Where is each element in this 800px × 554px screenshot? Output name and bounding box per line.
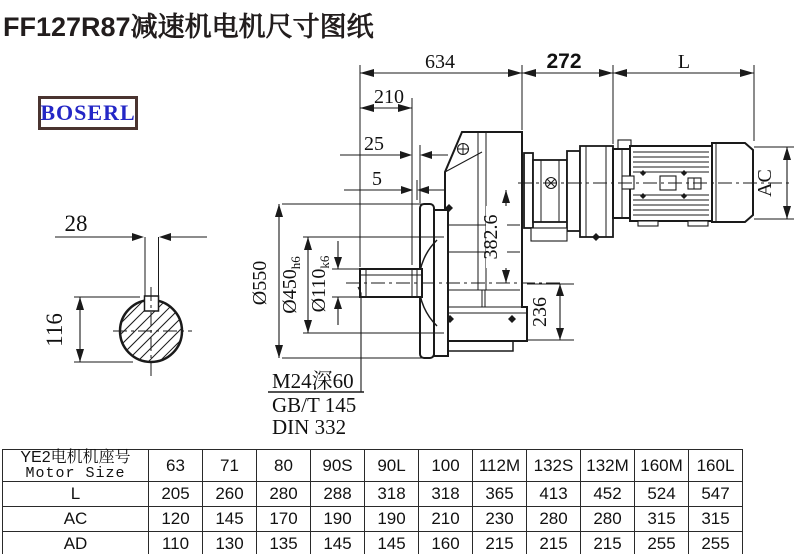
col-header: 132S xyxy=(527,450,581,482)
cell: 160 xyxy=(419,532,473,554)
col-header: 90S xyxy=(311,450,365,482)
table-row-AC xyxy=(3,507,743,532)
svg-text:634: 634 xyxy=(425,51,455,73)
row-label: AC xyxy=(3,507,149,532)
dim-foot-height xyxy=(527,284,574,340)
col-header: 71 xyxy=(203,450,257,482)
svg-text:Ø550: Ø550 xyxy=(249,260,271,306)
row-label: AD xyxy=(3,532,149,554)
cell: 452 xyxy=(581,482,635,507)
row-label: L xyxy=(3,482,149,507)
svg-text:Ø450h6: $Ø450_{h6}$ xyxy=(279,256,303,314)
svg-text:25: 25 xyxy=(364,133,384,155)
note-din: DIN 332 xyxy=(272,415,347,439)
table-header-row xyxy=(3,450,743,482)
svg-text:AC: AC xyxy=(754,169,776,197)
cell: 190 xyxy=(365,507,419,532)
brand-logo-text: BOSERL xyxy=(40,100,136,125)
cell: 145 xyxy=(365,532,419,554)
shaft-cross-section-view xyxy=(42,211,207,416)
cell: 215 xyxy=(473,532,527,554)
cell: 255 xyxy=(635,532,689,554)
svg-text:5: 5 xyxy=(372,168,382,190)
cell: 145 xyxy=(203,507,257,532)
cell: 255 xyxy=(689,532,743,554)
cell: 318 xyxy=(365,482,419,507)
col-header: 100 xyxy=(419,450,473,482)
cell: 145 xyxy=(311,532,365,554)
header-en: Motor Size xyxy=(25,465,126,482)
cell: 205 xyxy=(149,482,203,507)
page-title: FF127R87减速机电机尺寸图纸 xyxy=(3,12,374,42)
dim-key-width xyxy=(55,211,207,241)
col-header: 80 xyxy=(257,450,311,482)
cell: 280 xyxy=(581,507,635,532)
cell: 413 xyxy=(527,482,581,507)
table-row-AD xyxy=(3,532,743,554)
svg-text:382.6: 382.6 xyxy=(480,214,502,260)
col-header: 63 xyxy=(149,450,203,482)
dim-adapter-length xyxy=(522,50,613,77)
col-header: 160L xyxy=(689,450,743,482)
output-flange xyxy=(419,204,448,358)
dim-shaft-length xyxy=(360,86,412,112)
cell: 170 xyxy=(257,507,311,532)
svg-text:L: L xyxy=(677,51,691,73)
cell: 280 xyxy=(257,482,311,507)
cell: 215 xyxy=(527,532,581,554)
cell: 365 xyxy=(473,482,527,507)
svg-text:28: 28 xyxy=(64,211,88,236)
cell: 547 xyxy=(689,482,743,507)
dim-step-25 xyxy=(340,133,448,159)
col-header: 90L xyxy=(365,450,419,482)
cell: 315 xyxy=(635,507,689,532)
header-motor-size xyxy=(3,450,149,482)
col-header: 112M xyxy=(473,450,527,482)
cell: 315 xyxy=(689,507,743,532)
cell: 130 xyxy=(203,532,257,554)
leader-line xyxy=(358,287,361,392)
gear-reducer-side-view xyxy=(249,50,794,439)
cell: 215 xyxy=(581,532,635,554)
cell: 260 xyxy=(203,482,257,507)
col-header: 132M xyxy=(581,450,635,482)
svg-text:236: 236 xyxy=(529,297,551,327)
cell: 110 xyxy=(149,532,203,554)
svg-text:Ø110k6: $Ø110_{k6}$ xyxy=(308,255,332,313)
svg-text:272: 272 xyxy=(546,50,582,73)
header-cn: YE2电机机座号 xyxy=(20,449,131,466)
cell: 135 xyxy=(257,532,311,554)
cell: 318 xyxy=(419,482,473,507)
cell: 230 xyxy=(473,507,527,532)
note-gbt: GB/T 145 xyxy=(272,393,357,417)
note-tapping: M24深60 xyxy=(272,369,354,393)
cell: 210 xyxy=(419,507,473,532)
cell: 280 xyxy=(527,507,581,532)
cell: 524 xyxy=(635,482,689,507)
cell: 288 xyxy=(311,482,365,507)
svg-text:116: 116 xyxy=(42,313,67,347)
motor-size-table xyxy=(2,449,743,554)
table-row-L xyxy=(3,482,743,507)
motor-adapter xyxy=(524,146,613,241)
col-header: 160M xyxy=(635,450,689,482)
cell: 190 xyxy=(311,507,365,532)
cell: 120 xyxy=(149,507,203,532)
svg-text:210: 210 xyxy=(374,86,404,108)
